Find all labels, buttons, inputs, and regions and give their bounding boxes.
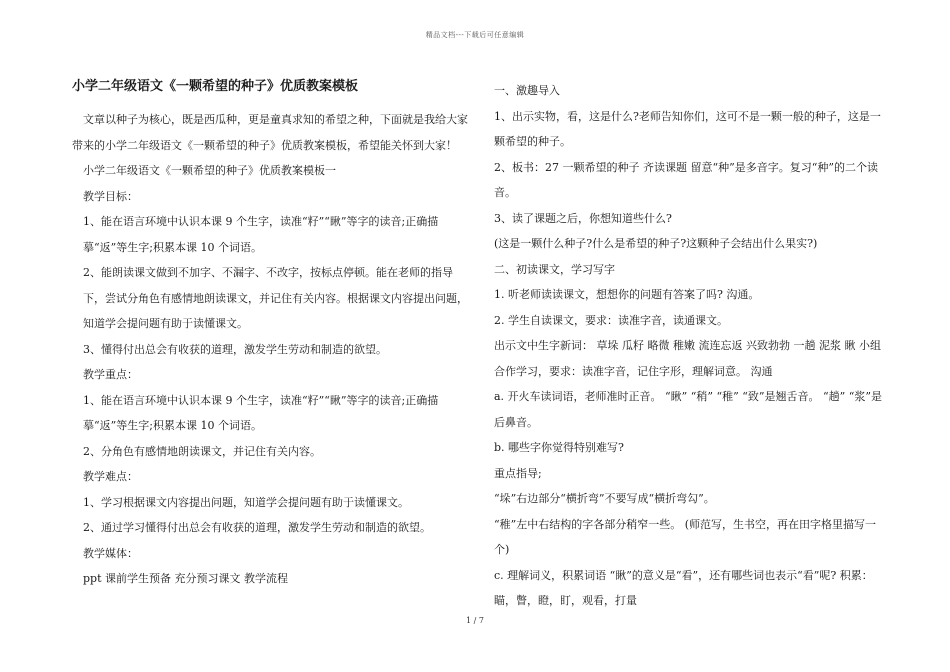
paragraph: 2、分角色有感情地朗读课文，并记住有关内容。	[83, 444, 321, 458]
paragraph: 2. 学生自读课文，要求：读准字音，读通课文。	[494, 313, 728, 327]
paragraph: 教学难点：	[83, 470, 138, 483]
paragraph: 1、能在语言环境中认识本课 9 个生字，读准“籽”“瞅”等字的读音;正确描摹“返”等生字;积累本课 10 个词语。	[83, 393, 439, 432]
paragraph: 2、能朗读课文做到不加字、不漏字、不改字，按标点停顿。能在老师的指导下，尝试分角色有感情地朗读课文，并记住有关内容。根据课文内容提出问题，知道学会提问题有助于读懂课文。	[83, 266, 468, 330]
paragraph: a. 开火车读词语，老师准时正音。 “瞅” “稍” “稚” “致”是翘舌音。 “趟” “浆”是后鼻音。	[494, 390, 883, 429]
paragraph: 1. 听老师读读课文，想想你的问题有答案了吗? 沟通。	[494, 288, 760, 301]
right-column	[483, 78, 883, 614]
paragraph: 1、能在语言环境中认识本课 9 个生字，读准“籽”“瞅”等字的读音;正确描摹“返”等生字;积累本课 10 个词语。	[83, 215, 439, 254]
paragraph: “垛”右边部分“横折弯”不要写成“横折弯勾”。	[494, 492, 715, 505]
paragraph: 3、懂得付出总会有收获的道理，激发学生劳动和制造的欲望。	[83, 342, 387, 356]
paragraph: 教学媒体：	[83, 546, 138, 560]
paragraph: ppt 课前学生预备 充分预习课文 教学流程	[83, 572, 288, 585]
paragraph: b. 哪些字你觉得特别难写?	[494, 441, 624, 454]
paragraph: 二、初读课文，学习写字	[494, 262, 615, 276]
paragraph: 1、出示实物，看，这是什么?老师告知你们，这可不是一颗一般的种子，这是一颗希望的种子。	[494, 109, 881, 148]
paragraph: (这是一颗什么种子?什么是希望的种子?这颗种子会结出什么果实?)	[494, 237, 818, 250]
paragraph: 3、读了课题之后，你想知道些什么?	[494, 211, 672, 225]
paragraph: c. 理解词义，积累词语 “瞅”的意义是“看”，还有哪些词也表示“看”呢? 积累：瞄，瞥，瞪，盯，观看，打量	[494, 568, 873, 607]
paragraph: 出示文中生字新词： 草垛 瓜籽 略微 稚嫩 流连忘返 兴致勃勃 一趟 泥浆 瞅 小组合作学习，要求：读准字音，记住字形，理解词意。 沟通	[494, 339, 881, 378]
header-note: 精品文档---下载后可任意编辑	[425, 31, 525, 39]
paragraph: 一、激趣导入	[494, 84, 560, 97]
paragraph: 教学目标：	[83, 189, 138, 203]
left-column	[72, 78, 472, 592]
document-title: 小学二年级语文《一颗希望的种子》优质教案模板	[72, 79, 359, 94]
page-number: 1 / 7	[466, 616, 484, 625]
paragraph: 教学重点：	[83, 368, 138, 381]
paragraph: 2、通过学习懂得付出总会有收获的道理，激发学生劳动和制造的欲望。	[83, 521, 431, 534]
intro-paragraph: 文章以种子为核心，既是西瓜种，更是童真求知的希望之种，下面就是我给大家带来的小学二年级语文《一颗希望的种子》优质教案模板，希望能关怀到大家！	[72, 113, 468, 152]
paragraph: 1、学习根据课文内容提出问题，知道学会提问题有助于读懂课文。	[83, 495, 409, 509]
paragraph: 2、板书：27 一颗希望的种子 齐读课题 留意“种”是多音字。复习“种”的二个读音。	[494, 160, 878, 199]
section-heading: 小学二年级语文《一颗希望的种子》优质教案模板一	[83, 164, 336, 177]
paragraph: 重点指导;	[494, 466, 542, 480]
paragraph: “稚”左中右结构的字各部分稍窄一些。 (师范写，生书空，再在田字格里描写一个)	[494, 517, 877, 556]
